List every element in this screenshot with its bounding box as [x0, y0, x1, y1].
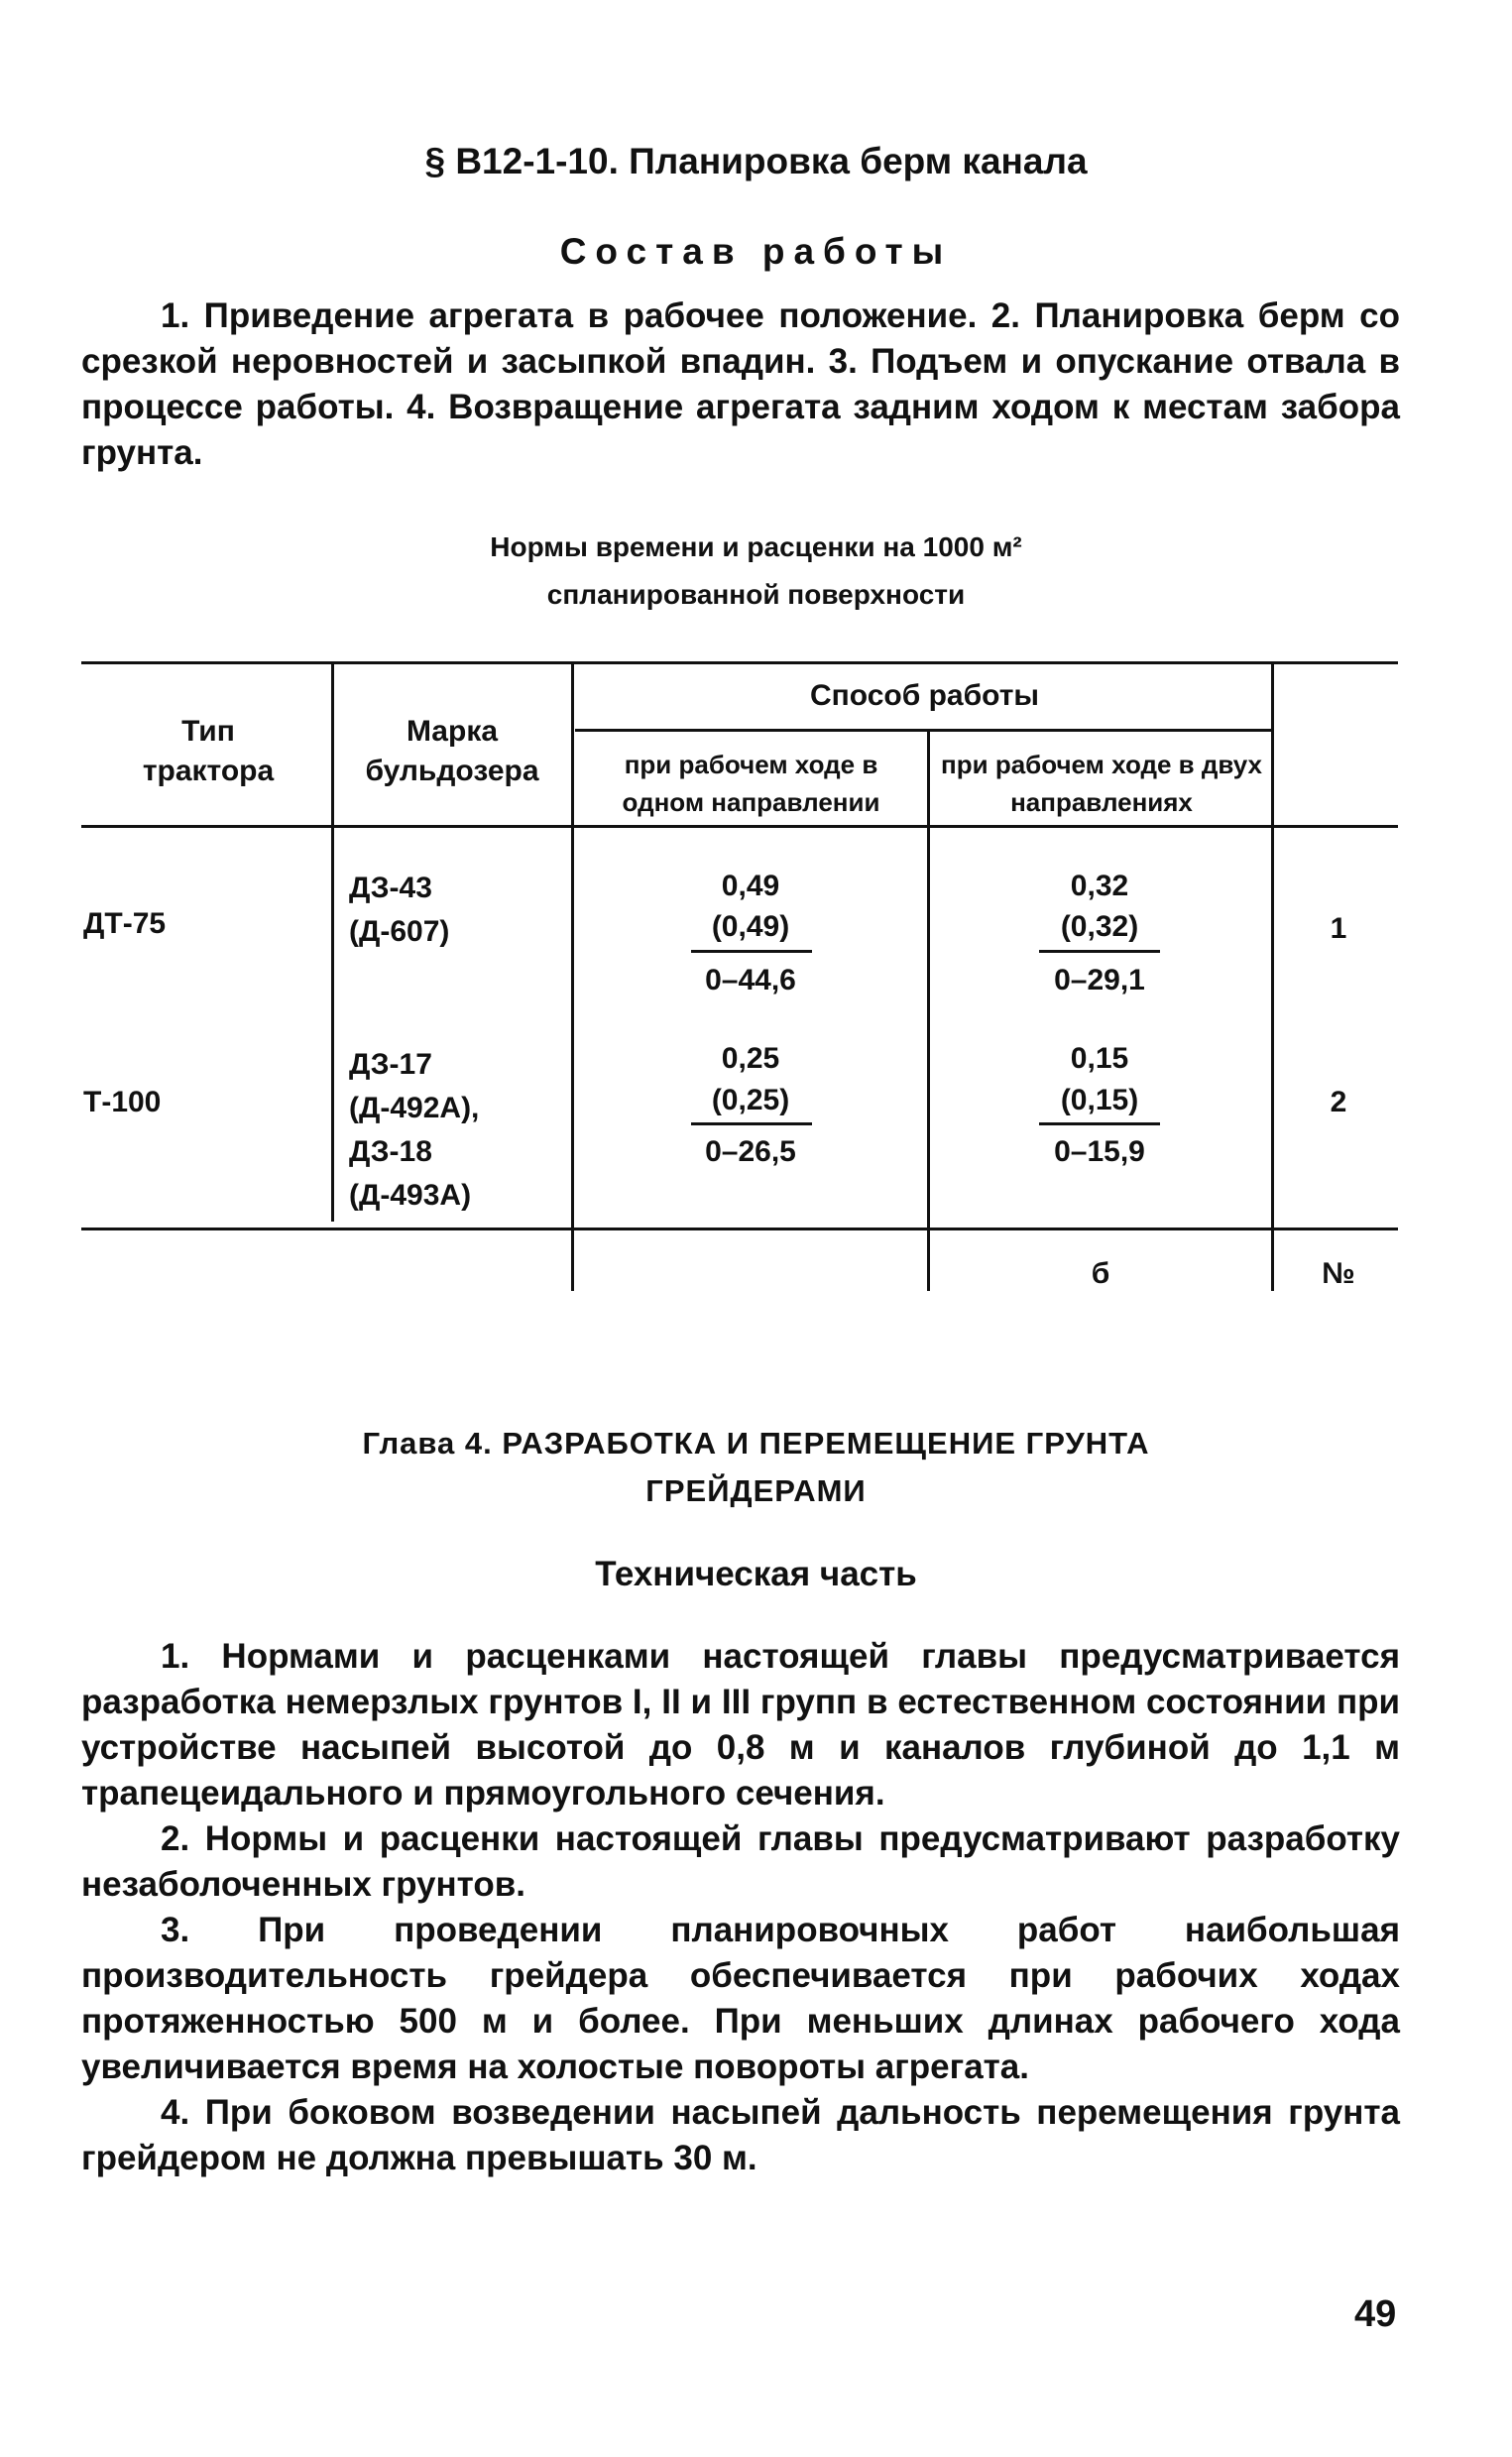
method-subheader-rule — [575, 729, 1274, 732]
table-caption-line-1: Нормы времени и расценки на 1000 м² — [490, 531, 1022, 562]
row-2-brand — [349, 1043, 572, 1218]
header-one-direction: при рабочем ходе в одном направлении — [622, 750, 880, 817]
row-2-one-dir-rate: 0–26,5 — [705, 1135, 796, 1168]
tech-paragraph-3: 3. При проведении планировочных работ наибольшая производительность грейдера обеспечивается при рабочих ходах протяженностью 500 м и более. При меньших длинах рабочего хода увеличивается время на холостые повороты агрегата. — [81, 1911, 1400, 2086]
row-1-one-dir-norm: 0,49 — [721, 870, 780, 902]
header-work-method: Способ работы — [809, 679, 1040, 712]
row-2-brand-line-3: ДЗ-18 — [349, 1135, 432, 1168]
row-1-brand-line-2: (Д-607) — [349, 915, 450, 948]
work-composition-text: 1. Приведение агрегата в рабочее положение. 2. Планировка берм со срезкой неровностей и засыпкой впадин. 3. Подъем и опускание отвала в процессе работы. 4. Возвращение агрегата задним ходом к местам забора грунта. — [81, 296, 1400, 472]
tech-paragraph-2: 2. Нормы и расценки настоящей главы предусматривают разработку незаболоченных грунтов. — [81, 1819, 1400, 1904]
table-caption-line-2: спланированной поверхности — [546, 579, 966, 610]
row-2-tractor: Т-100 — [83, 1086, 162, 1118]
tech-paragraph-1: 1. Нормами и расценками настоящей главы предусматривается разработка немерзлых грунтов I, II и III групп в естественном состоянии при устройстве насыпей высотой до 0,8 м и каналов глубиной до 1,1 м трапецеидального и прямоугольного сечения. — [81, 1637, 1400, 1813]
work-composition-heading: Состав работы — [559, 231, 953, 272]
tech-paragraph-4: 4. При боковом возведении насыпей дальность перемещения грунта грейдером не должна превышать 30 м. — [81, 2093, 1400, 2177]
row-1-two-dir-rate: 0–29,1 — [1054, 964, 1145, 996]
header-two-directions: при рабочем ходе в двух направлениях — [941, 750, 1262, 817]
row-2-one-dir-norm-paren: (0,25) — [711, 1084, 790, 1116]
chapter-title-line-1: Глава 4. РАЗРАБОТКА И ПЕРЕМЕЩЕНИЕ ГРУНТА — [362, 1426, 1150, 1461]
row-2-two-dir-fraction-line — [1039, 1122, 1160, 1125]
section-title: § В12-1-10. Планировка берм канала — [424, 141, 1088, 181]
row-1-brand-line-1: ДЗ-43 — [349, 872, 432, 904]
row-1-two-dir-norm-paren: (0,32) — [1060, 910, 1139, 943]
row-1-two-dir-fraction-line — [1039, 950, 1160, 953]
chapter-title-line-2: ГРЕЙДЕРАМИ — [645, 1473, 867, 1508]
footer-column-letter: б — [1091, 1257, 1110, 1290]
row-2-one-dir-fraction-line — [691, 1122, 812, 1125]
row-1-one-dir-fraction-line — [691, 950, 812, 953]
row-2-number: 2 — [1330, 1086, 1347, 1118]
table-top-rule — [81, 661, 1398, 664]
header-tractor-type: Тип трактора — [142, 715, 275, 787]
row-2-brand-line-2: (Д-492А), — [349, 1092, 480, 1124]
row-2-two-dir-rate: 0–15,9 — [1054, 1135, 1145, 1168]
row-1-one-dir-norm-paren: (0,49) — [711, 910, 790, 943]
row-1-two-dir-norm: 0,32 — [1070, 870, 1129, 902]
row-2-two-dir-norm: 0,15 — [1070, 1042, 1129, 1075]
header-bottom-rule — [81, 825, 1398, 828]
row-1-brand — [349, 867, 567, 954]
row-1-tractor: ДТ-75 — [83, 907, 167, 940]
technical-part-heading: Техническая часть — [595, 1555, 917, 1593]
technical-part-text — [81, 1634, 1400, 2181]
body-bottom-rule — [81, 1228, 1398, 1230]
page-number: 49 — [1354, 2293, 1397, 2335]
row-2-brand-line-1: ДЗ-17 — [349, 1048, 432, 1081]
col-rule-4 — [1271, 661, 1274, 1291]
chapter-title — [0, 1420, 1512, 1515]
row-2-brand-line-4: (Д-493А) — [349, 1179, 472, 1212]
header-bulldozer-brand: Марка бульдозера — [365, 715, 539, 787]
row-1-one-dir-rate: 0–44,6 — [705, 964, 796, 996]
col-rule-1 — [331, 661, 334, 1222]
row-2-one-dir-norm: 0,25 — [721, 1042, 780, 1075]
footer-number-sign: № — [1322, 1257, 1355, 1290]
row-2-two-dir-norm-paren: (0,15) — [1060, 1084, 1139, 1116]
row-1-number: 1 — [1330, 912, 1347, 945]
col-rule-3 — [927, 729, 930, 1291]
